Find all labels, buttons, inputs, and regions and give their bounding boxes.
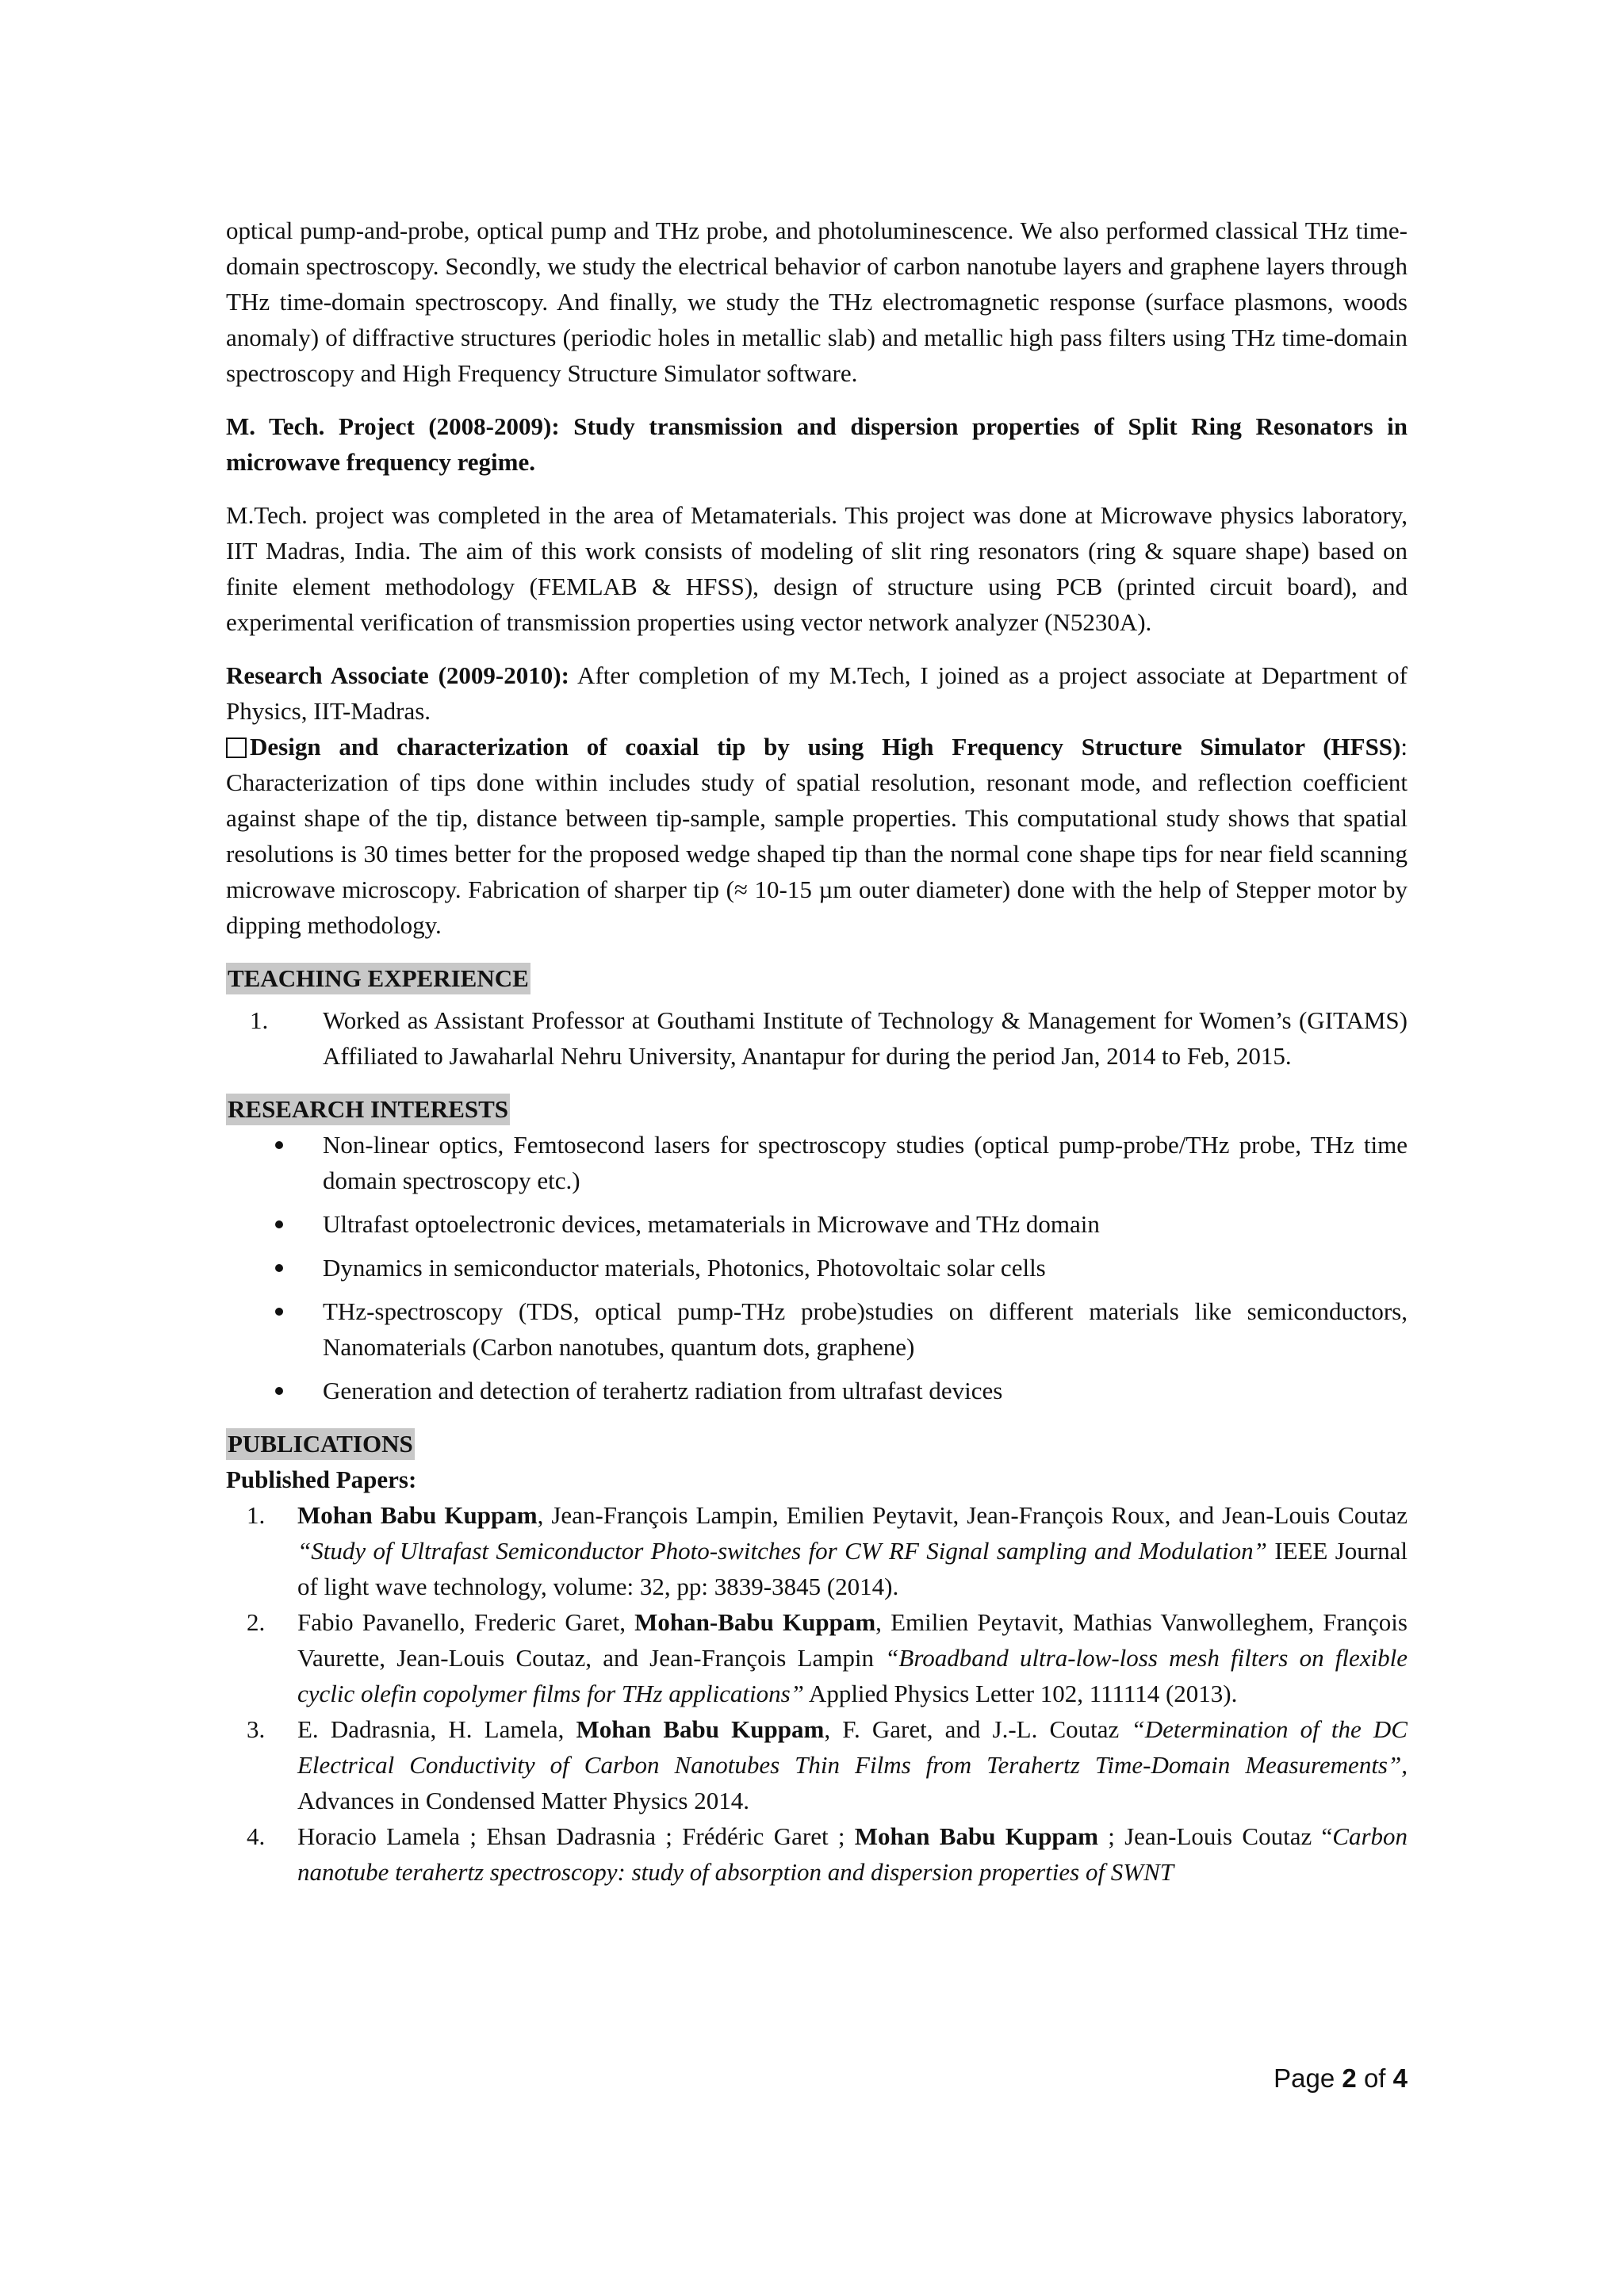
list-item-text: THz-spectroscopy (TDS, optical pump-THz probe)studies on different materials like semiconductors, Nanomaterials (Carbon nanotubes, quantum dots, graphene) [323,1297,1408,1361]
publication-coauthors: , F. Garet, and J.-L. Coutaz [824,1715,1132,1743]
publication-author: Mohan Babu Kuppam [854,1822,1098,1850]
research-interests-heading: RESEARCH INTERESTS [226,1094,510,1125]
bullet-icon [275,1308,283,1316]
mtech-heading [226,408,1408,480]
list-item-text: Non-linear optics, Femtosecond lasers for spectroscopy studies (optical pump-probe/THz probe, THz time domain spectroscopy etc.) [323,1131,1408,1194]
research-associate-paragraph [226,657,1408,729]
list-item [226,1002,1408,1074]
publication-title: “Study of Ultrafast Semiconductor Photo-switches for CW RF Signal sampling and Modulation” [297,1537,1267,1565]
research-interests-list [226,1127,1408,1408]
list-item [226,1127,1408,1198]
page-current: 2 [1342,2063,1357,2093]
publication-item [226,1711,1408,1818]
list-item [226,1250,1408,1285]
teaching-list [226,1002,1408,1074]
mtech-heading-text: M. Tech. Project (2008-2009): Study transmission and dispersion properties of Split Ring Resonators in microwave frequency regime. [226,412,1408,476]
publication-venue: Advances in Condensed Matter Physics 2014. [297,1787,749,1814]
publication-coauthors: ; Jean-Louis Coutaz “ [1097,1822,1333,1850]
list-item [226,1293,1408,1365]
teaching-heading: TEACHING EXPERIENCE [226,963,530,994]
publication-author: Mohan Babu Kuppam [576,1715,825,1743]
publication-preauthors: E. Dadrasnia, H. Lamela, [297,1715,576,1743]
list-number: 1. [247,1501,266,1529]
publication-title: “Determination of the DC Electrical Conductivity of Carbon Nanotubes Thin Films from Terahertz Time-Domain Measurements”, [297,1715,1408,1779]
publication-author: Mohan Babu Kuppam [297,1501,538,1529]
published-papers-label: Published Papers: [226,1466,417,1493]
list-number: 1. [250,1006,269,1034]
mtech-body: M.Tech. project was completed in the area of Metamaterials. This project was done at Microwave physics laboratory, IIT Madras, India. The aim of this work consists of modeling of slit ring resonators (ring & square shape) based on finite element methodology (FEMLAB & HFSS), design of structure using PCB (printed circuit board), and experimental verification of transmission properties using vector network analyzer (N5230A). [226,501,1408,636]
publication-preauthors: Fabio Pavanello, Frederic Garet, [297,1608,635,1636]
publication-item [226,1604,1408,1711]
list-item [226,1373,1408,1408]
page-total: 4 [1392,2063,1408,2093]
publication-item [226,1497,1408,1604]
publication-author: Mohan-Babu Kuppam [634,1608,876,1636]
research-associate-label: Research Associate (2009-2010): [226,661,569,689]
list-number: 2. [247,1608,266,1636]
page-of: of [1356,2063,1393,2093]
intro-paragraph: optical pump-and-probe, optical pump and THz probe, and photoluminescence. We also performed classical THz time-domain spectroscopy. Secondly, we study the electrical behavior of carbon nanotube layers and graphene layers through THz time-domain spectroscopy. And finally, we study the THz electromagnetic response (surface plasmons, woods anomaly) of diffractive structures (periodic holes in metallic slab) and metallic high pass filters using THz time-domain spectroscopy and High Frequency Structure Simulator software. [226,216,1408,387]
list-item-text: Worked as Assistant Professor at Gouthami Institute of Technology & Management for Women’s (GITAMS) Affiliated to Jawaharlal Nehru University, Anantapur for during the period Jan, 2014 to Feb, 2015. [323,1006,1408,1070]
publication-venue: IEEE Journal of light wave technology, volume: 32, pp: 3839-3845 (2014). [297,1537,1408,1600]
publication-preauthors: Horacio Lamela ; Ehsan Dadrasnia ; Frédéric Garet ; [297,1822,855,1850]
list-item [226,1206,1408,1242]
list-item-text: Dynamics in semiconductor materials, Photonics, Photovoltaic solar cells [323,1254,1046,1282]
teaching-section [226,960,1408,996]
checkbox-icon [226,738,247,758]
research-associate-item-text: Characterization of tips done within includes study of spatial resolution, resonant mode, and reflection coefficient against shape of the tip, distance between tip-sample, sample properties. This computational study shows that spatial resolutions is 30 times better for the proposed wedge shaped tip than the normal cone shape tips for near field scanning microwave microscopy. Fabrication of sharper tip (≈ 10-15 µm outer diameter) done with the help of Stepper motor by dipping methodology. [226,768,1408,939]
publication-coauthors: , Jean-François Lampin, Emilien Peytavit, Jean-François Roux, and Jean-Louis Coutaz [537,1501,1408,1529]
research-associate-item-colon: : [1400,733,1408,761]
list-item-text: Generation and detection of terahertz radiation from ultrafast devices [323,1377,1003,1404]
list-number: 3. [247,1715,266,1743]
bullet-icon [275,1264,283,1272]
research-interests-section [226,1091,1408,1127]
publication-item [226,1818,1408,1890]
page-number-footer [1274,2063,1408,2094]
publication-venue: Applied Physics Letter 102, 111114 (2013). [803,1680,1238,1707]
research-associate-item [226,729,1408,943]
list-item-text: Ultrafast optoelectronic devices, metamaterials in Microwave and THz domain [323,1210,1100,1238]
publication-title: Carbon nanotube terahertz spectroscopy: study of absorption and dispersion properties of SWNT [297,1822,1408,1886]
publication-title: “Broadband ultra-low-loss mesh filters on flexible cyclic olefin copolymer films for THz applications” [297,1644,1408,1707]
page-prefix: Page [1274,2063,1342,2093]
list-number: 4. [247,1822,266,1850]
publications-section [226,1426,1408,1462]
research-associate-text: After completion of my M.Tech, I joined as a project associate at Department of Physics, IIT-Madras. [226,661,1408,725]
publication-coauthors: , Emilien Peytavit, Mathias Vanwolleghem, François Vaurette, Jean-Louis Coutaz, and Jean-François Lampin [297,1608,1408,1672]
bullet-icon [275,1387,283,1395]
bullet-icon [275,1220,283,1228]
published-papers-subheading [226,1462,1408,1497]
publications-heading: PUBLICATIONS [226,1428,415,1460]
publications-list [226,1497,1408,1890]
document-page [226,213,1408,1890]
research-associate-item-title: Design and characterization of coaxial tip by using High Frequency Structure Simulator (HFSS) [250,733,1401,761]
bullet-icon [275,1141,283,1149]
